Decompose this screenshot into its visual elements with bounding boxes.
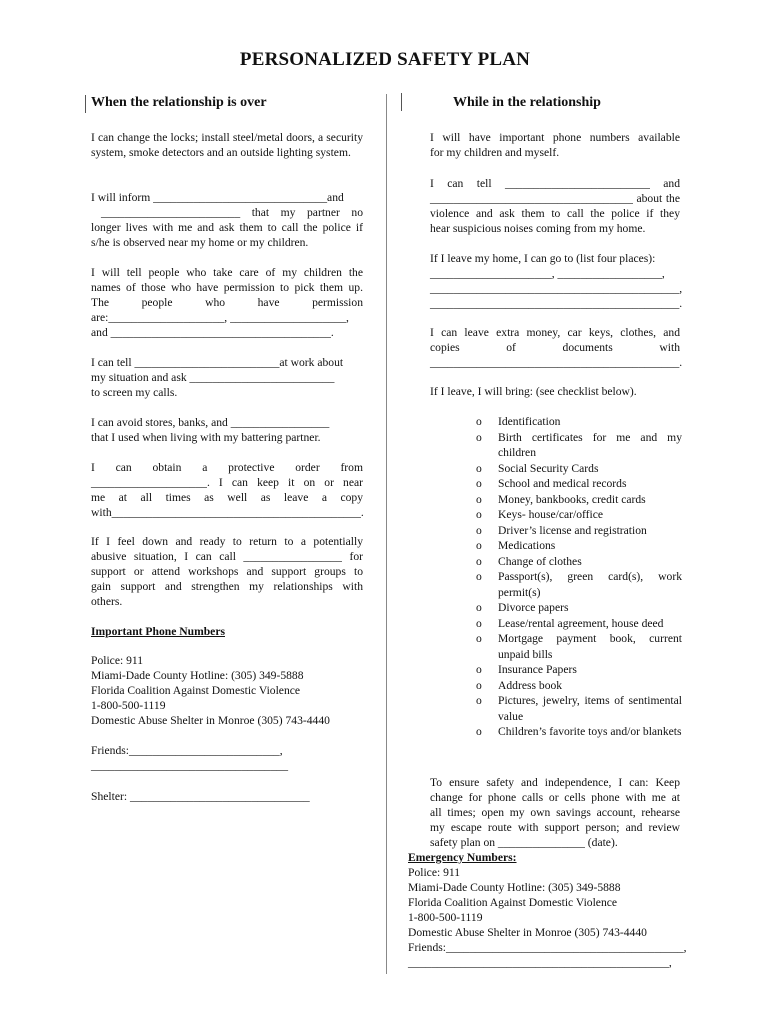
checklist — [476, 414, 682, 740]
checklist-item — [476, 430, 682, 461]
checklist-item-label: Social Security Cards — [498, 461, 599, 475]
left-paragraph-avoid-stores: I can avoid stores, banks, and _________________ that I used when living with my battering partner. — [91, 416, 330, 444]
checklist-bullet-icon: o — [476, 539, 482, 552]
checklist-item — [476, 678, 682, 694]
checklist-item-label: Lease/rental agreement, house deed — [498, 616, 664, 630]
checklist-item — [476, 662, 682, 678]
checklist-item — [476, 631, 682, 662]
emergency-numbers-heading: Emergency Numbers: — [408, 851, 517, 864]
checklist-bullet-icon: o — [476, 461, 482, 475]
checklist-item — [476, 507, 682, 523]
checklist-item — [476, 724, 682, 740]
checklist-item — [476, 693, 682, 724]
left-paragraph-protective-order: I can obtain a protective order from ____________________. I can keep it on or near me at all times as well as leave a copy with___________________________________________. — [91, 461, 364, 519]
checklist-item — [476, 538, 682, 554]
checklist-item — [476, 569, 682, 600]
shelter-field[interactable]: Shelter: _______________________________ — [91, 790, 310, 803]
checklist-bullet-icon: o — [476, 632, 482, 645]
right-paragraph-leave-money: I can leave extra money, car keys, clothes, and copies of documents with ___________________________________________. — [430, 326, 683, 369]
checklist-bullet-icon: o — [476, 554, 482, 568]
checklist-item-label: Passport(s), green card(s), work permit(s) — [498, 570, 682, 599]
checklist-item-label: Driver’s license and registration — [498, 523, 647, 537]
left-paragraph-work: I can tell _________________________at work about my situation and ask _________________________ to screen my calls. — [91, 356, 344, 399]
left-paragraph-childcare: I will tell people who take care of my children the names of those who have permission to pick them up. The people who have permission are:____________________, ____________________, and ______________________________________. — [91, 266, 363, 339]
checklist-bullet-icon: o — [476, 663, 482, 676]
checklist-bullet-icon: o — [476, 678, 482, 692]
checklist-item-label: Money, bankbooks, credit cards — [498, 492, 646, 506]
right-paragraph-places: If I leave my home, I can go to (list four places): _____________________, __________________, ___________________________________________, ___________________________________________. — [430, 252, 683, 310]
right-paragraph-tell-neighbors: I can tell _________________________ and ___________________________________ about the violence and ask them to call the police if they hear suspicious noises coming from my home. — [430, 177, 680, 235]
left-paragraph-inform: I will inform ______________________________and ________________________ that my partner no longer lives with me and ask them to call the police if s/he is observed near my home or my children. — [91, 191, 363, 249]
emergency-friends-field-line2[interactable]: _____________________________________________, — [408, 956, 672, 969]
page-title: PERSONALIZED SAFETY PLAN — [239, 49, 531, 70]
checklist-item-label: Children’s favorite toys and/or blankets — [498, 725, 682, 738]
right-paragraph-phone-numbers: I will have important phone numbers available for my children and myself. — [430, 131, 680, 159]
checklist-bullet-icon: o — [476, 523, 482, 537]
checklist-bullet-icon: o — [476, 430, 482, 444]
checklist-item-label: School and medical records — [498, 477, 627, 490]
right-column-divider — [401, 93, 402, 111]
right-paragraph-safety: To ensure safety and independence, I can: Keep change for phone calls or cells phone with me at all times; open my own savings account, rehearse my escape route with support person; and review safety plan on _______________ (date). — [430, 776, 680, 849]
checklist-item — [476, 523, 682, 539]
important-phone-numbers-heading: Important Phone Numbers — [91, 625, 225, 638]
right-paragraph-will-bring: If I leave, I will bring: (see checklist below). — [430, 385, 637, 398]
checklist-bullet-icon: o — [476, 415, 482, 428]
checklist-item — [476, 492, 682, 508]
emergency-numbers: Emergency Numbers: Police: 911 Miami-Dade County Hotline: (305) 349-5888 Florida Coalition Against Domestic Violence 1-800-500-1119 Domestic Abuse Shelter in Monroe (305) 743-4440 Friends:_________________________________________, _____________________________________________, — [408, 851, 687, 969]
checklist-bullet-icon: o — [476, 725, 482, 738]
important-phone-numbers-list: Police: 911 Miami-Dade County Hotline: (305) 349-5888 Florida Coalition Against Domestic Violence 1-800-500-1119 Domestic Abuse Shelter in Monroe (305) 743-4440 — [91, 654, 330, 727]
checklist-item-label: Pictures, jewelry, items of sentimental value — [498, 694, 682, 723]
checklist-bullet-icon: o — [476, 694, 482, 707]
checklist-item — [476, 616, 682, 632]
checklist-item-label: Address book — [498, 678, 563, 692]
checklist-bullet-icon: o — [476, 601, 482, 614]
left-paragraph-support: If I feel down and ready to return to a potentially abusive situation, I can call _________________ for support or attend workshops and support groups to gain support and strengthen my relationships with others. — [91, 535, 363, 608]
checklist-item-label: Insurance Papers — [498, 663, 577, 676]
checklist-bullet-icon: o — [476, 508, 482, 521]
right-column-heading: While in the relationship — [453, 95, 601, 110]
checklist-item-label: Birth certificates for me and my children — [498, 430, 682, 459]
checklist-bullet-icon: o — [476, 616, 482, 630]
checklist-item — [476, 414, 682, 430]
checklist-item-label: Mortgage payment book, current unpaid bills — [498, 632, 682, 661]
column-separator-line — [386, 94, 387, 974]
checklist-item — [476, 554, 682, 570]
checklist-bullet-icon: o — [476, 570, 482, 583]
checklist-item-label: Change of clothes — [498, 554, 582, 568]
checklist-item — [476, 461, 682, 477]
checklist-bullet-icon: o — [476, 492, 482, 506]
emergency-friends-field[interactable]: Friends:_________________________________________, — [408, 941, 687, 954]
checklist-item — [476, 476, 682, 492]
friends-field[interactable]: Friends:__________________________, __________________________________ — [91, 744, 289, 772]
left-column-heading: When the relationship is over — [91, 95, 267, 110]
checklist-item — [476, 600, 682, 616]
checklist-bullet-icon: o — [476, 477, 482, 490]
left-column-divider — [85, 95, 86, 113]
checklist-item-label: Divorce papers — [498, 601, 569, 614]
checklist-item-label: Medications — [498, 539, 556, 552]
left-paragraph-locks: I can change the locks; install steel/metal doors, a security system, smoke detectors and an outside lighting system. — [91, 131, 363, 159]
checklist-item-label: Identification — [498, 415, 561, 428]
checklist-item-label: Keys- house/car/office — [498, 508, 604, 521]
